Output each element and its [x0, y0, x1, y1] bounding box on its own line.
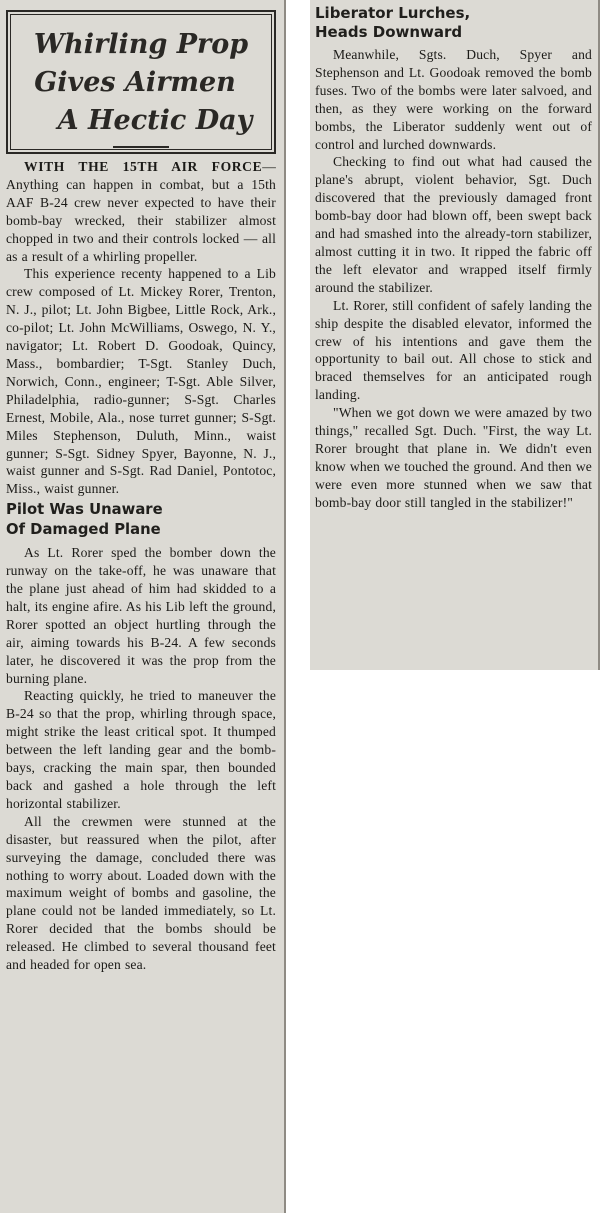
- body-paragraph: All the crewmen were stunned at the disaster, but reassured when the pilot, after surveying the damage, concluded there was nothing to worry about. Loaded down with the maximum weight of bombs and gasoline, the plane could not be landed immediately, so Lt. Rorer decided that the bombs should be released. He climbed to several thousand feet and headed for open sea.: [6, 813, 276, 973]
- headline: [14, 26, 268, 140]
- subhead-pilot-unaware: [6, 500, 276, 540]
- clipping-left-column: [0, 0, 286, 1213]
- body-paragraph: Reacting quickly, he tried to maneuver the B-24 so that the prop, whirling through space, might strike the least critical spot. It thumped between the left landing gear and the bomb-bays, cracking the main spar, then bounded back and gashed a hole through the left horizontal stabilizer.: [6, 688, 276, 811]
- subhead-line: Heads Downward: [315, 23, 463, 41]
- lead-paragraph: [6, 158, 276, 265]
- clipping-right-column: [310, 0, 600, 670]
- body-paragraph: Checking to find out what had caused the plane's abrupt, violent behavior, Sgt. Duch discovered that the previously damaged front bomb-bay door had blown off, been swept back and had smashed into the already-torn stabilizer, almost cutting it in two. It ripped the fabric off the left elevator and wrapped itself firmly around the stabilizer.: [315, 154, 592, 295]
- body-paragraph: Meanwhile, Sgts. Duch, Spyer and Stephenson and Lt. Goodoak removed the bomb fuses. Two of the bombs were later salvoed, and then, as they were working on the forward bombs, the Liberator suddenly went out of control and lurched downwards.: [315, 47, 592, 152]
- headline-box: [6, 10, 276, 154]
- crew-paragraph: This experience recenty happened to a Lib crew composed of Lt. Mickey Rorer, Trenton, N. J., pilot; Lt. John Bigbee, Little Rock, Ark., co-pilot; Lt. John McWilliams, Oswego, N. Y., navigator; Lt. Robert D. Goodoak, Quincy, Mass., bombardier; T-Sgt. Stanley Duch, Norwich, Conn., engineer; T-Sgt. Able Silver, Philadelphia, radio-gunner; S-Sgt. Charles Ernest, Mobile, Ala., nose turret gunner; S-Sgt. Miles Stephenson, Duluth, Minn., waist gunner; S-Sgt. Sidney Spyer, Bayonne, N. J., waist gunner and S-Sgt. Rad Daniel, Pontotoc, Miss., waist gunner.: [6, 266, 276, 497]
- body-paragraph: As Lt. Rorer sped the bomber down the runway on the take-off, he was unaware that the plane just ahead of him had skidded to a halt, its engine afire. As his Lib left the ground, Rorer spotted an object hurtling through the air, aiming towards his B-24. A few seconds later, he discovered it was the prop from the burning plane.: [6, 545, 276, 686]
- dateline: WITH THE 15TH AIR FORCE: [24, 159, 263, 174]
- subhead-line: Liberator Lurches,: [315, 4, 471, 22]
- subhead-line: Pilot Was Unaware: [6, 501, 163, 519]
- headline-rule: [113, 146, 169, 148]
- quote-paragraph: "When we got down we were amazed by two things," recalled Sgt. Duch. "First, the way Lt. Rorer brought that plane in. We didn't even know when we touched the ground. And then we were even more stunned when we saw that bomb-bay door still tangled in the stabilizer!": [315, 405, 592, 510]
- headline-line: Whirling Prop: [33, 29, 249, 60]
- subhead-line: Of Damaged Plane: [6, 521, 161, 539]
- subhead-liberator-lurches: [315, 4, 592, 42]
- body-paragraph: Lt. Rorer, still confident of safely landing the ship despite the disabled elevator, informed the crew of his intentions and gave them the opportunity to bail out. All chose to stick and braced themselves for an anticipated rough landing.: [315, 297, 592, 403]
- headline-line: A Hectic Day: [57, 105, 253, 136]
- headline-line: Gives Airmen: [34, 67, 236, 98]
- lead-text: —Anything can happen in combat, but a 15th AAF B-24 crew never expected to have their bomb-bay wrecked, their stabilizer almost chopped in two and their controls locked — all as a result of a whirling propeller.: [6, 159, 276, 264]
